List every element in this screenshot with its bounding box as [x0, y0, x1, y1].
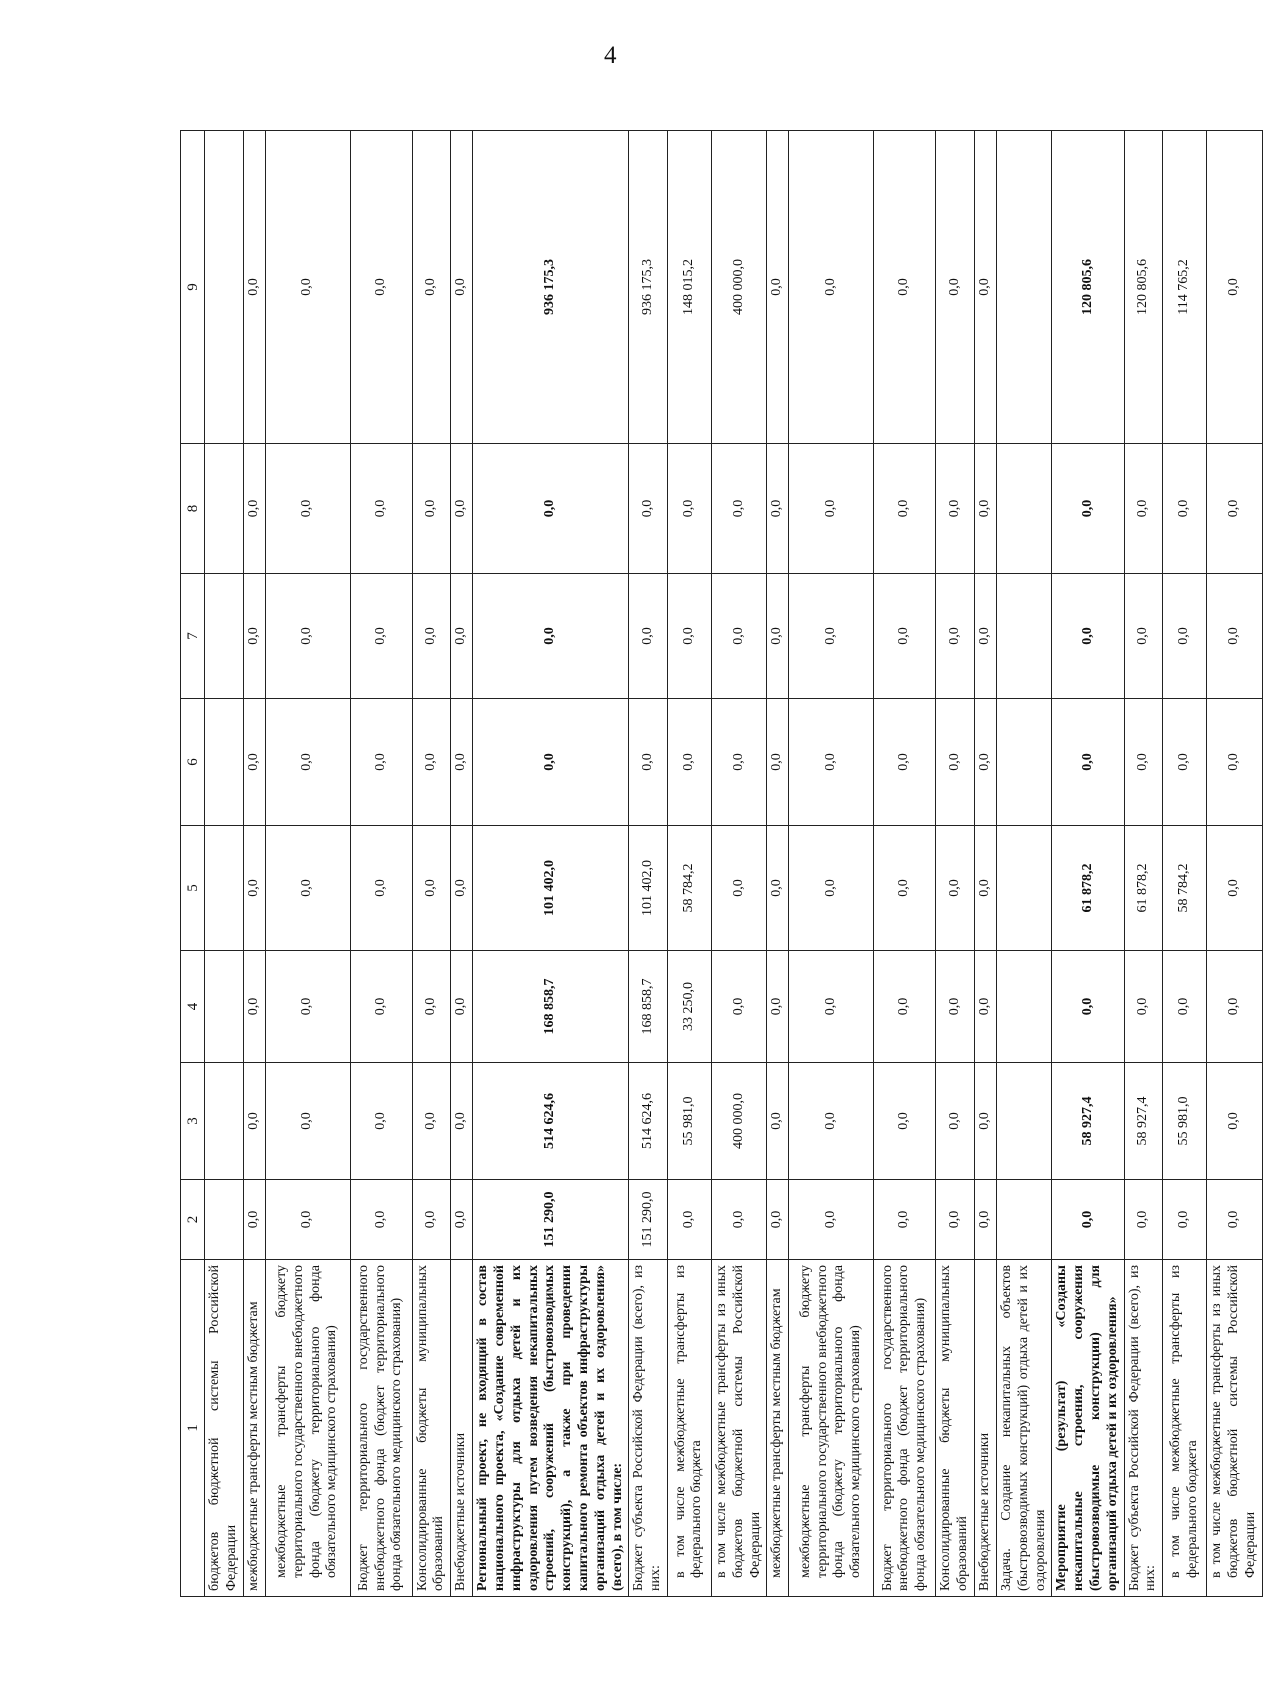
- value-cell: 0,0: [412, 574, 451, 699]
- value-cell: 0,0: [412, 1063, 451, 1180]
- value-cell: 151 290,0: [629, 1180, 668, 1260]
- value-cell: 61 878,2: [1124, 826, 1163, 951]
- table-row: [243, 131, 265, 1597]
- row-label: Консолидированные бюджеты муниципальных образований: [412, 1260, 451, 1597]
- value-cell: 0,0: [451, 951, 473, 1063]
- value-cell: 0,0: [874, 951, 936, 1063]
- value-cell: 168 858,7: [629, 951, 668, 1063]
- value-cell: 0,0: [789, 826, 874, 951]
- value-cell: 101 402,0: [473, 826, 629, 951]
- row-label: Бюджет территориального государственного внебюджетного фонда (бюджет территориального фонда обязательного медицинского страхования): [350, 1260, 412, 1597]
- value-cell: 0,0: [350, 131, 412, 444]
- budget-table: [180, 130, 1263, 1597]
- value-cell: 0,0: [265, 574, 350, 699]
- row-label: Бюджет субъекта Российской Федерации (всего), из них:: [1124, 1260, 1163, 1597]
- rotated-table-wrapper: [180, 131, 1258, 1597]
- value-cell: 0,0: [265, 826, 350, 951]
- header-row: [181, 131, 205, 1597]
- table-row: [711, 131, 766, 1597]
- value-cell: 0,0: [350, 951, 412, 1063]
- value-cell: 0,0: [874, 444, 936, 574]
- value-cell: 0,0: [711, 444, 766, 574]
- value-cell: [996, 1180, 1051, 1260]
- value-cell: 0,0: [1163, 699, 1207, 826]
- value-cell: 0,0: [936, 574, 975, 699]
- value-cell: 148 015,2: [667, 131, 711, 444]
- value-cell: 0,0: [974, 826, 996, 951]
- value-cell: 0,0: [767, 574, 789, 699]
- value-cell: 0,0: [451, 1063, 473, 1180]
- column-header: 4: [181, 951, 205, 1063]
- value-cell: 0,0: [767, 1180, 789, 1260]
- value-cell: 0,0: [451, 574, 473, 699]
- value-cell: 0,0: [1163, 951, 1207, 1063]
- table-row: [936, 131, 975, 1597]
- value-cell: [996, 951, 1051, 1063]
- value-cell: 0,0: [1207, 574, 1262, 699]
- row-label: межбюджетные трансферты местным бюджетам: [767, 1260, 789, 1597]
- table-row: [205, 131, 244, 1597]
- row-label: межбюджетные трансферты местным бюджетам: [243, 1260, 265, 1597]
- table-row: [451, 131, 473, 1597]
- table-row: [1163, 131, 1207, 1597]
- value-cell: 0,0: [711, 574, 766, 699]
- value-cell: 0,0: [451, 444, 473, 574]
- value-cell: 0,0: [412, 1180, 451, 1260]
- value-cell: 0,0: [936, 444, 975, 574]
- value-cell: 0,0: [767, 131, 789, 444]
- value-cell: 0,0: [974, 444, 996, 574]
- value-cell: 55 981,0: [1163, 1063, 1207, 1180]
- value-cell: 120 805,6: [1124, 131, 1163, 444]
- value-cell: 120 805,6: [1052, 131, 1124, 444]
- value-cell: 0,0: [974, 699, 996, 826]
- value-cell: [205, 444, 244, 574]
- value-cell: 0,0: [789, 699, 874, 826]
- value-cell: 0,0: [629, 574, 668, 699]
- value-cell: 0,0: [1052, 1180, 1124, 1260]
- value-cell: 0,0: [243, 131, 265, 444]
- table-row: [667, 131, 711, 1597]
- value-cell: 58 784,2: [1163, 826, 1207, 951]
- value-cell: [205, 951, 244, 1063]
- column-header: 5: [181, 826, 205, 951]
- value-cell: 0,0: [667, 699, 711, 826]
- value-cell: [205, 131, 244, 444]
- value-cell: 514 624,6: [473, 1063, 629, 1180]
- row-label: межбюджетные трансферты бюджету территориального государственного внебюджетного фонда (бюджету территориального фонда обязательного медицинского страхования): [265, 1260, 350, 1597]
- value-cell: 0,0: [936, 951, 975, 1063]
- value-cell: 0,0: [350, 1180, 412, 1260]
- value-cell: 61 878,2: [1052, 826, 1124, 951]
- row-label: Внебюджетные источники: [451, 1260, 473, 1597]
- value-cell: 0,0: [412, 131, 451, 444]
- value-cell: 0,0: [936, 1180, 975, 1260]
- value-cell: 0,0: [412, 444, 451, 574]
- value-cell: 0,0: [265, 444, 350, 574]
- value-cell: [996, 574, 1051, 699]
- row-label: Консолидированные бюджеты муниципальных образований: [936, 1260, 975, 1597]
- value-cell: 0,0: [711, 699, 766, 826]
- row-label: Бюджет территориального государственного внебюджетного фонда (бюджет территориального фонда обязательного медицинского страхования): [874, 1260, 936, 1597]
- value-cell: [205, 826, 244, 951]
- value-cell: 0,0: [767, 951, 789, 1063]
- column-header: 1: [181, 1260, 205, 1597]
- row-label: Задача. Создание некапитальных объектов (быстровозводимых конструкций) отдыха детей и их оздоровления: [996, 1260, 1051, 1597]
- value-cell: 0,0: [350, 826, 412, 951]
- value-cell: [996, 444, 1051, 574]
- value-cell: 0,0: [243, 1063, 265, 1180]
- table-row: [350, 131, 412, 1597]
- value-cell: 0,0: [1124, 574, 1163, 699]
- column-header: 6: [181, 699, 205, 826]
- value-cell: [205, 574, 244, 699]
- value-cell: 33 250,0: [667, 951, 711, 1063]
- table-row: [473, 131, 629, 1597]
- value-cell: 168 858,7: [473, 951, 629, 1063]
- value-cell: 0,0: [1052, 699, 1124, 826]
- value-cell: 0,0: [1207, 699, 1262, 826]
- value-cell: 0,0: [412, 951, 451, 1063]
- value-cell: 0,0: [1207, 951, 1262, 1063]
- value-cell: 0,0: [789, 574, 874, 699]
- value-cell: 0,0: [874, 826, 936, 951]
- value-cell: [996, 699, 1051, 826]
- value-cell: 0,0: [629, 444, 668, 574]
- value-cell: 0,0: [1052, 951, 1124, 1063]
- value-cell: 0,0: [936, 1063, 975, 1180]
- value-cell: 0,0: [1207, 826, 1262, 951]
- value-cell: 0,0: [974, 951, 996, 1063]
- value-cell: 0,0: [711, 826, 766, 951]
- column-header: 7: [181, 574, 205, 699]
- value-cell: 0,0: [243, 826, 265, 951]
- value-cell: 58 927,4: [1052, 1063, 1124, 1180]
- value-cell: 0,0: [243, 574, 265, 699]
- value-cell: 0,0: [974, 574, 996, 699]
- value-cell: [996, 1063, 1051, 1180]
- value-cell: 0,0: [412, 699, 451, 826]
- value-cell: 936 175,3: [473, 131, 629, 444]
- value-cell: 0,0: [874, 1180, 936, 1260]
- value-cell: 0,0: [350, 574, 412, 699]
- value-cell: 0,0: [667, 574, 711, 699]
- value-cell: 0,0: [265, 1063, 350, 1180]
- value-cell: 0,0: [1207, 1063, 1262, 1180]
- value-cell: 0,0: [1207, 444, 1262, 574]
- value-cell: 0,0: [412, 826, 451, 951]
- value-cell: 0,0: [451, 826, 473, 951]
- value-cell: 0,0: [974, 131, 996, 444]
- value-cell: 0,0: [711, 1180, 766, 1260]
- value-cell: [996, 131, 1051, 444]
- value-cell: 400 000,0: [711, 131, 766, 444]
- value-cell: 0,0: [874, 131, 936, 444]
- value-cell: 0,0: [473, 699, 629, 826]
- value-cell: 0,0: [874, 1063, 936, 1180]
- value-cell: 0,0: [936, 826, 975, 951]
- value-cell: 0,0: [874, 699, 936, 826]
- value-cell: 0,0: [265, 131, 350, 444]
- value-cell: 0,0: [974, 1180, 996, 1260]
- value-cell: 0,0: [789, 444, 874, 574]
- value-cell: 0,0: [350, 444, 412, 574]
- page-number: 4: [604, 42, 617, 69]
- value-cell: 0,0: [767, 444, 789, 574]
- value-cell: 0,0: [451, 699, 473, 826]
- value-cell: 0,0: [1052, 444, 1124, 574]
- value-cell: 0,0: [350, 699, 412, 826]
- value-cell: 0,0: [629, 699, 668, 826]
- value-cell: 0,0: [473, 444, 629, 574]
- value-cell: 0,0: [1124, 1180, 1163, 1260]
- value-cell: 0,0: [789, 1180, 874, 1260]
- row-label: бюджетов бюджетной системы Российской Федерации: [205, 1260, 244, 1597]
- row-label: в том числе межбюджетные трансферты из иных бюджетов бюджетной системы Российской Федерации: [1207, 1260, 1262, 1597]
- row-label: Внебюджетные источники: [974, 1260, 996, 1597]
- value-cell: 0,0: [1124, 951, 1163, 1063]
- value-cell: [205, 1180, 244, 1260]
- value-cell: 0,0: [1124, 444, 1163, 574]
- value-cell: 0,0: [1207, 1180, 1262, 1260]
- table-row: [629, 131, 668, 1597]
- value-cell: 0,0: [1124, 699, 1163, 826]
- value-cell: [205, 1063, 244, 1180]
- value-cell: 114 765,2: [1163, 131, 1207, 444]
- value-cell: 0,0: [265, 1180, 350, 1260]
- table-row: [1207, 131, 1262, 1597]
- table-row: [412, 131, 451, 1597]
- table-row: [1124, 131, 1163, 1597]
- value-cell: 0,0: [667, 1180, 711, 1260]
- row-label: в том числе межбюджетные трансферты из федерального бюджета: [1163, 1260, 1207, 1597]
- value-cell: 0,0: [789, 951, 874, 1063]
- row-label: в том числе межбюджетные трансферты из федерального бюджета: [667, 1260, 711, 1597]
- value-cell: 0,0: [767, 826, 789, 951]
- value-cell: 0,0: [1163, 444, 1207, 574]
- row-label: Региональный проект, не входящий в состав национального проекта, «Создание современной инфраструктуры для отдыха детей и их оздоровления путем возведения некапитальных строений, сооружений (быстровозводимых конструкций), а также при проведении капитального ремонта объектов инфраструктуры организаций отдыха детей и их оздоровления» (всего), в том числе:: [473, 1260, 629, 1597]
- column-header: 3: [181, 1063, 205, 1180]
- value-cell: 0,0: [936, 699, 975, 826]
- value-cell: 400 000,0: [711, 1063, 766, 1180]
- value-cell: 0,0: [265, 951, 350, 1063]
- value-cell: 101 402,0: [629, 826, 668, 951]
- value-cell: 0,0: [874, 574, 936, 699]
- value-cell: 0,0: [451, 1180, 473, 1260]
- value-cell: 58 784,2: [667, 826, 711, 951]
- value-cell: 0,0: [1052, 574, 1124, 699]
- value-cell: 0,0: [451, 131, 473, 444]
- table-row: [974, 131, 996, 1597]
- column-header: 9: [181, 131, 205, 444]
- table-row: [874, 131, 936, 1597]
- value-cell: 0,0: [1163, 1180, 1207, 1260]
- value-cell: 0,0: [936, 131, 975, 444]
- table-row: [996, 131, 1051, 1597]
- row-label: Бюджет субъекта Российской Федерации (всего), из них:: [629, 1260, 668, 1597]
- value-cell: 0,0: [667, 444, 711, 574]
- value-cell: 0,0: [243, 951, 265, 1063]
- value-cell: 0,0: [767, 699, 789, 826]
- table-row: [767, 131, 789, 1597]
- table-row: [789, 131, 874, 1597]
- value-cell: [996, 826, 1051, 951]
- value-cell: 0,0: [350, 1063, 412, 1180]
- column-header: 8: [181, 444, 205, 574]
- value-cell: 55 981,0: [667, 1063, 711, 1180]
- value-cell: 0,0: [243, 444, 265, 574]
- row-label: межбюджетные трансферты бюджету территориального государственного внебюджетного фонда (бюджету территориального фонда обязательного медицинского страхования): [789, 1260, 874, 1597]
- value-cell: 0,0: [265, 699, 350, 826]
- column-header: 2: [181, 1180, 205, 1260]
- value-cell: 0,0: [789, 131, 874, 444]
- value-cell: 0,0: [1163, 574, 1207, 699]
- value-cell: 0,0: [767, 1063, 789, 1180]
- table-row: [265, 131, 350, 1597]
- value-cell: 0,0: [473, 574, 629, 699]
- value-cell: 0,0: [1207, 131, 1262, 444]
- table-row: [1052, 131, 1124, 1597]
- value-cell: [205, 699, 244, 826]
- value-cell: 58 927,4: [1124, 1063, 1163, 1180]
- row-label: в том числе межбюджетные трансферты из иных бюджетов бюджетной системы Российской Федерации: [711, 1260, 766, 1597]
- value-cell: 0,0: [711, 951, 766, 1063]
- value-cell: 0,0: [974, 1063, 996, 1180]
- value-cell: 0,0: [789, 1063, 874, 1180]
- value-cell: 0,0: [243, 1180, 265, 1260]
- value-cell: 151 290,0: [473, 1180, 629, 1260]
- value-cell: 0,0: [243, 699, 265, 826]
- value-cell: 936 175,3: [629, 131, 668, 444]
- row-label: Мероприятие (результат) «Созданы некапитальные строения, сооружения (быстровозводимые конструкции) для организаций отдыха детей и их оздоровления»: [1052, 1260, 1124, 1597]
- value-cell: 514 624,6: [629, 1063, 668, 1180]
